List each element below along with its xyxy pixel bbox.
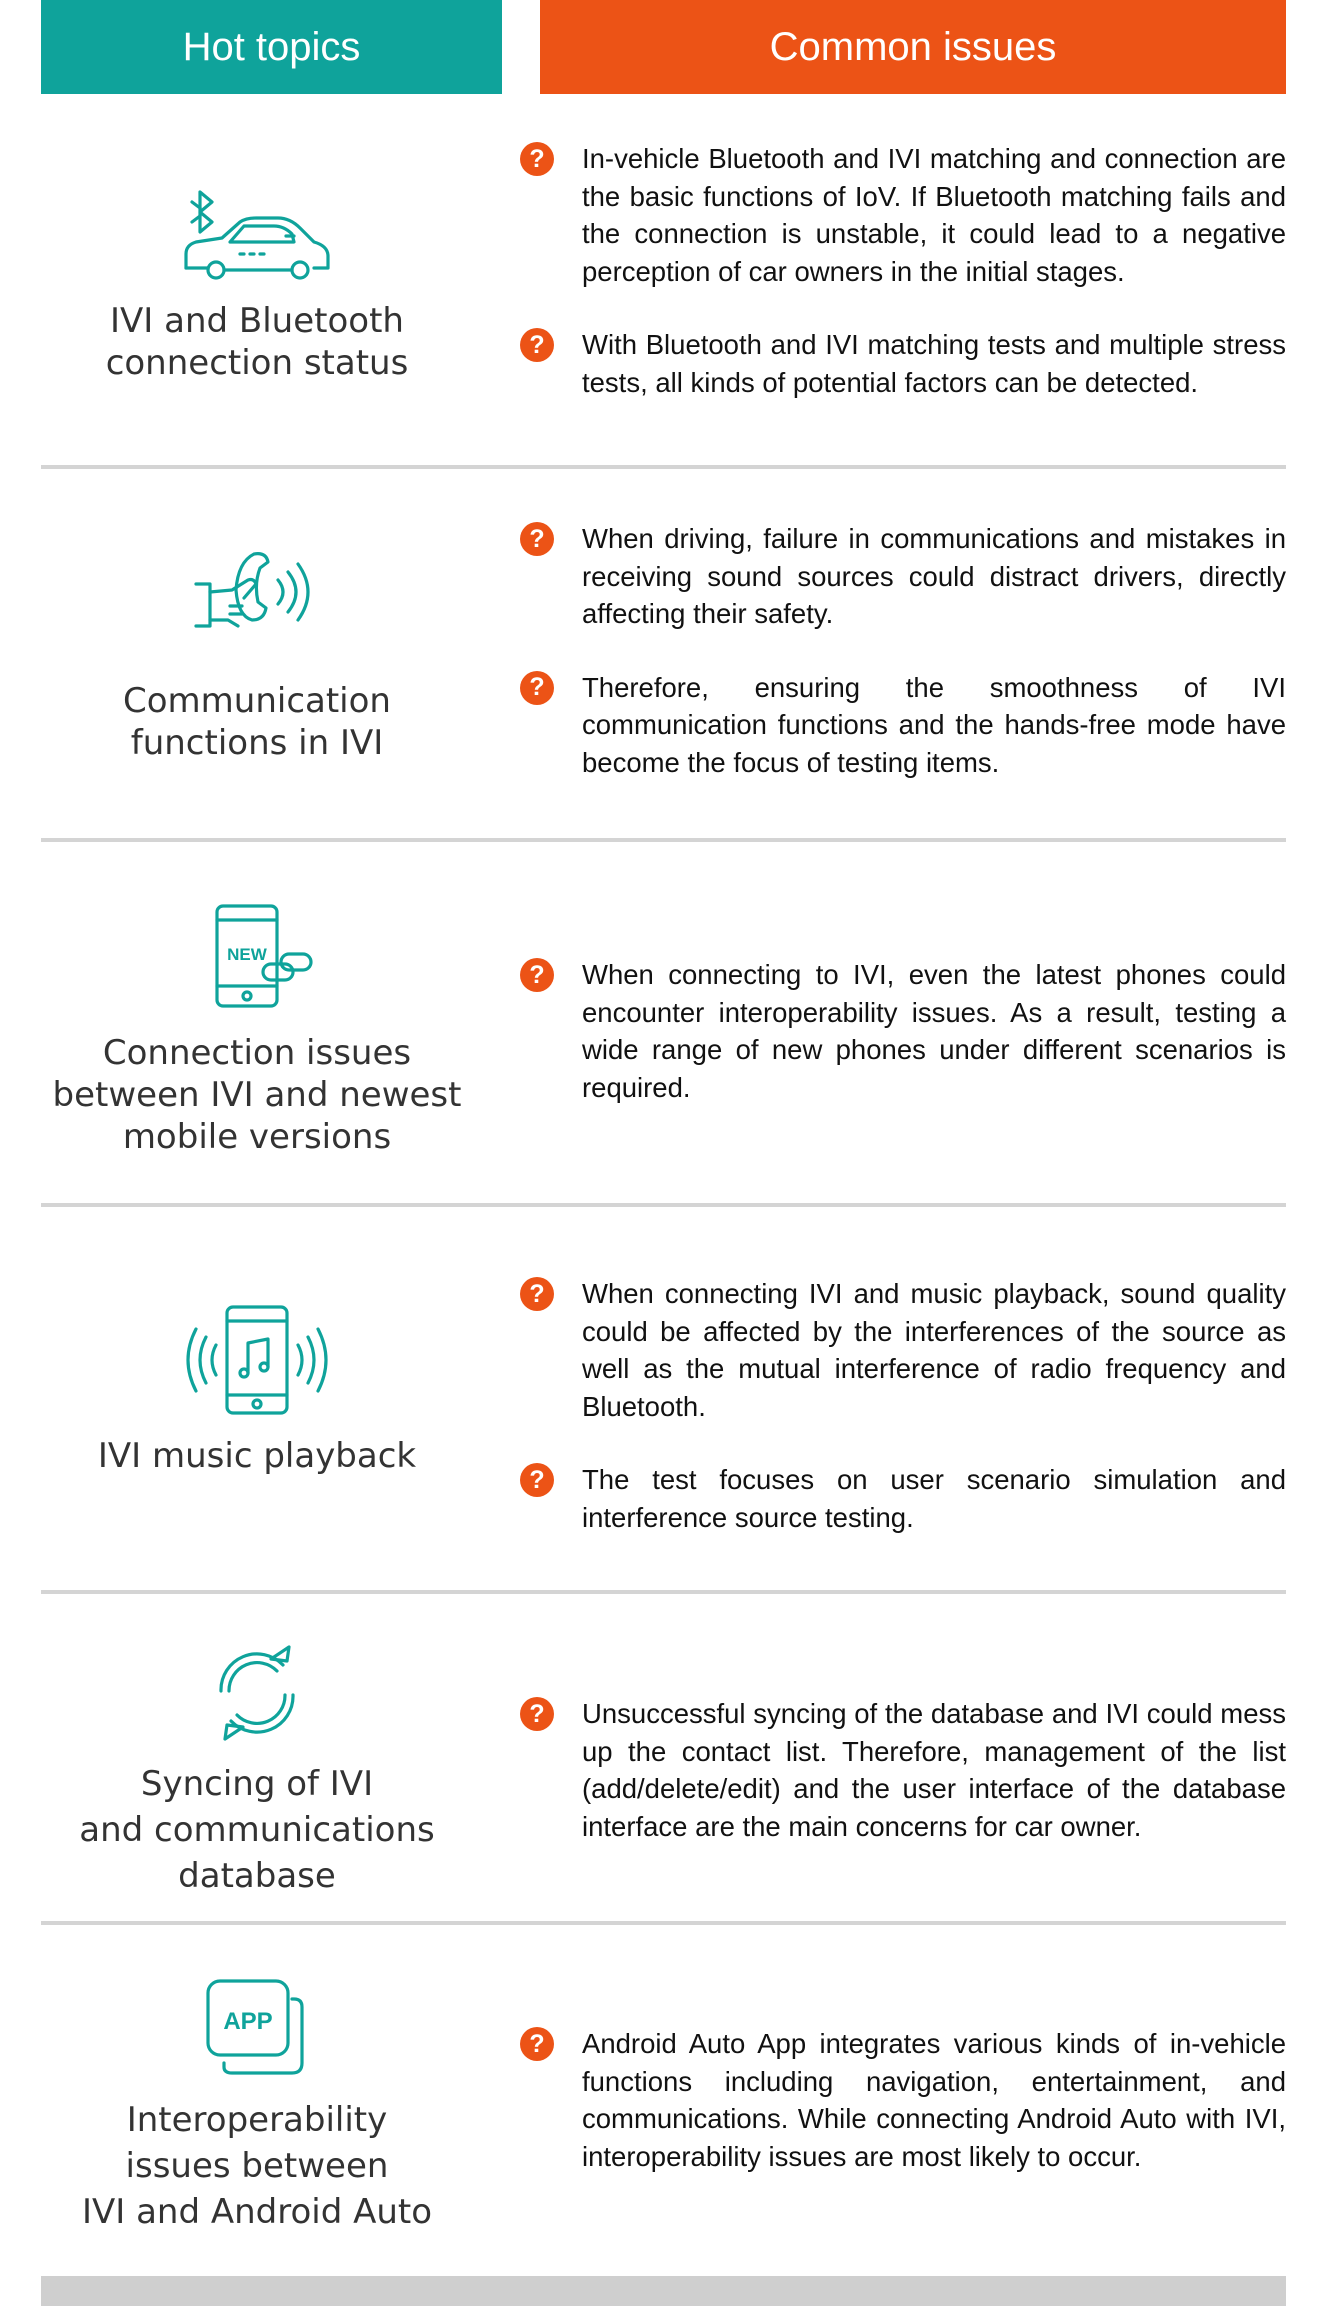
row-separator: [41, 465, 1286, 469]
question-icon: ?: [520, 1277, 554, 1311]
topic-cell: [41, 1645, 473, 1899]
issue-text: With Bluetooth and IVI matching tests and multiple stress tests, all kinds of potential factors can be detected.: [582, 329, 1286, 398]
row-separator: [41, 1590, 1286, 1594]
issue-item: [520, 326, 1286, 401]
topic-cell: [41, 1305, 473, 1477]
topic-cell: [41, 550, 473, 764]
issue-text: When connecting IVI and music playback, sound quality could be affected by the interferences of the source as well as the mutual interference of radio frequency and Bluetooth.: [582, 1278, 1286, 1422]
new-badge: NEW: [227, 945, 267, 964]
question-icon: ?: [520, 522, 554, 556]
topic-cell: [41, 902, 473, 1158]
question-icon: ?: [520, 328, 554, 362]
question-icon: ?: [520, 671, 554, 705]
issues-list: [520, 2025, 1286, 2211]
common-issues-label: Common issues: [769, 24, 1057, 69]
issue-item: [520, 669, 1286, 782]
issues-list: [520, 956, 1286, 1142]
topic-cell: [41, 190, 473, 384]
row-separator: [41, 1921, 1286, 1925]
issue-item: [520, 1275, 1286, 1425]
issue-text: In-vehicle Bluetooth and IVI matching and connection are the basic functions of IoV. If Bluetooth matching fails and the connection is unstable, it could lead to a negative perception of car owners in the initial stages.: [582, 143, 1286, 287]
issues-list: [520, 1275, 1286, 1572]
topic-title: IVI music playback: [97, 1436, 417, 1476]
app-badge: APP: [223, 2008, 273, 2035]
topic-title: IVI and Bluetooth connection status: [105, 301, 409, 383]
topic-cell: [41, 1977, 473, 2235]
issue-item: [520, 140, 1286, 290]
question-icon: ?: [520, 1697, 554, 1731]
issue-item: [520, 2025, 1286, 2175]
row-separator: [41, 838, 1286, 842]
topic-title: Communication functions in IVI: [123, 681, 391, 763]
topic-title: Connection issues between IVI and newest mobile versions: [52, 1033, 462, 1157]
phone-music-icon: [182, 1305, 332, 1415]
issues-list: [520, 520, 1286, 817]
issue-text: Unsuccessful syncing of the database and IVI could mess up the contact list. Therefore, management of the list (add/delete/edit) and the user interface of the database interface are the main concerns for car owner.: [582, 1698, 1286, 1842]
issues-list: [520, 1695, 1286, 1881]
issue-item: [520, 956, 1286, 1106]
app-icon: [202, 1977, 312, 2077]
issue-item: [520, 520, 1286, 633]
question-icon: ?: [520, 2027, 554, 2061]
car-bluetooth-icon: [182, 190, 332, 280]
issue-item: [520, 1461, 1286, 1536]
issue-item: [520, 1695, 1286, 1845]
question-icon: ?: [520, 1463, 554, 1497]
topic-title: Syncing of IVI and communications database: [79, 1764, 435, 1896]
footer-bar: [41, 2276, 1286, 2306]
sync-icon: [207, 1645, 307, 1741]
question-icon: ?: [520, 142, 554, 176]
topic-title: Interoperability issues between IVI and Android Auto: [81, 2100, 433, 2232]
issue-text: When connecting to IVI, even the latest phones could encounter interoperability issues. As a result, testing a wide range of new phones under different scenarios is required.: [582, 959, 1286, 1103]
hot-topics-header: [41, 0, 502, 94]
row-separator: [41, 1203, 1286, 1207]
issue-text: When driving, failure in communications and mistakes in receiving sound sources could distract drivers, directly affecting their safety.: [582, 523, 1286, 629]
hot-topics-label: Hot topics: [182, 24, 361, 69]
issues-list: [520, 140, 1286, 437]
new-phone-link-icon: [197, 902, 317, 1012]
hands-free-call-icon: [192, 550, 322, 660]
common-issues-header: [540, 0, 1286, 94]
issue-text: Android Auto App integrates various kinds of in-vehicle functions including navigation, entertainment, and communications. While connecting Android Auto with IVI, interoperability issues are most likely to occur.: [582, 2028, 1286, 2172]
question-icon: ?: [520, 958, 554, 992]
issue-text: The test focuses on user scenario simulation and interference source testing.: [582, 1464, 1286, 1533]
issue-text: Therefore, ensuring the smoothness of IVI communication functions and the hands-free mode have become the focus of testing items.: [582, 671, 1286, 778]
